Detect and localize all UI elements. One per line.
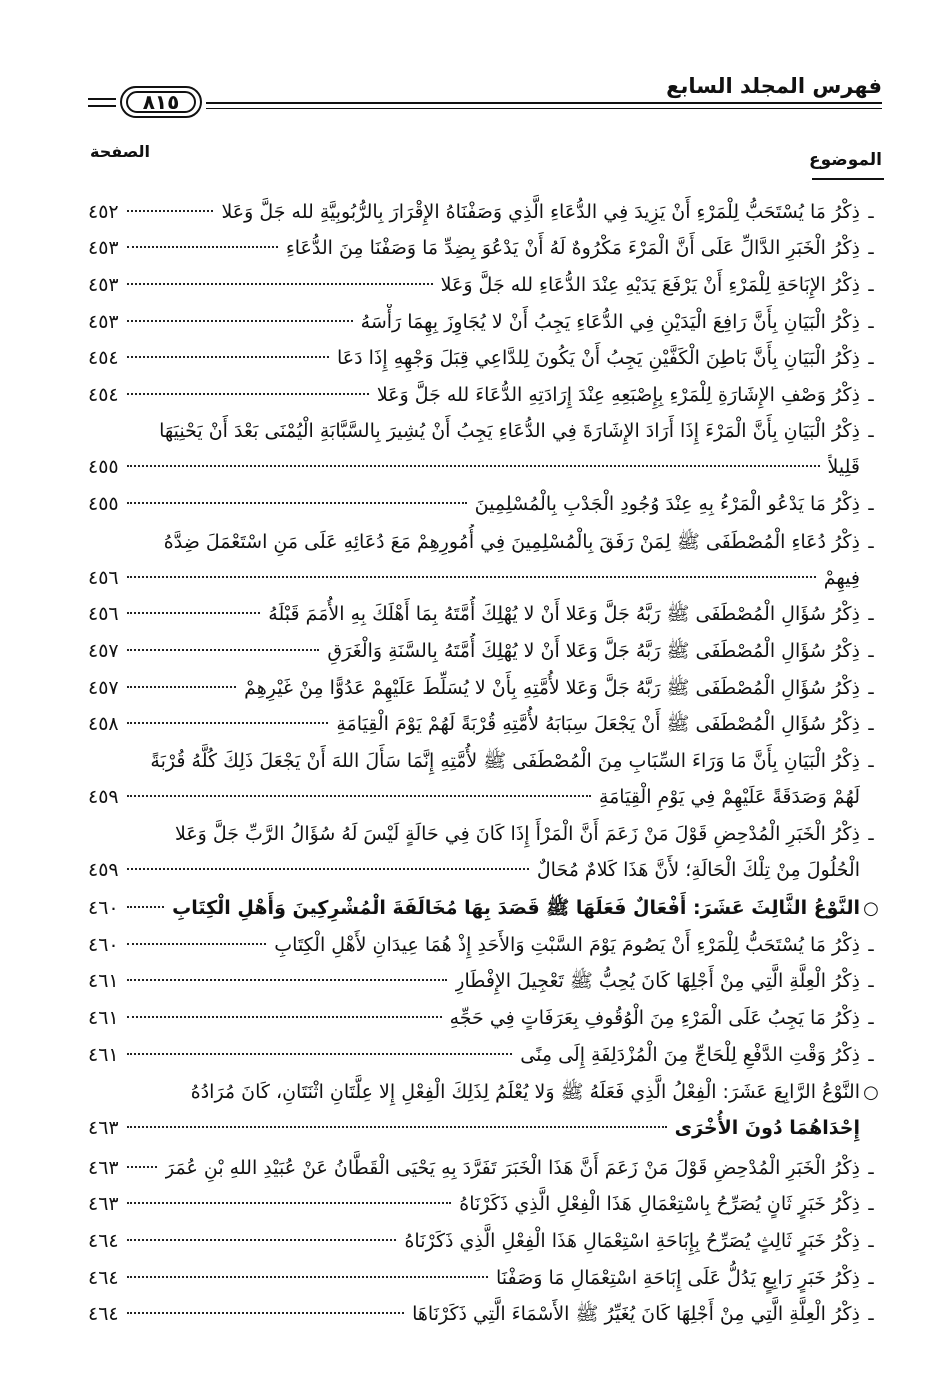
dot-leader <box>127 649 320 651</box>
entry-line <box>88 1186 882 1222</box>
page-number-badge <box>120 86 202 118</box>
entry-page-number: ٤٦٣ <box>88 1157 119 1179</box>
entry-title: ذِكْرُ مَا يَدْعُو الْمَرْءُ بِهِ عِنْدَ وُجُودِ الْجَدْبِ بِالْمُسْلِمِينَ <box>474 493 860 515</box>
entry-title: ذِكْرُ الْبَيَانِ بِأَنَّ مَا وَرَاءَ السِّبَابِ مِنَ الْمُصْطَفَى ﷺ لأُمَّتِهِ إِنَّمَا سَأَلَ اللهَ أَنْ يَجْعَلَ ذَلِكَ كُلَّهُ قُرْبَةً <box>150 750 860 772</box>
entry-line <box>88 963 882 999</box>
index-entry <box>88 304 882 340</box>
dash-bullet-icon: ـ <box>868 641 874 662</box>
index-entry <box>88 194 882 230</box>
column-heading-page: الصفحة <box>90 142 151 161</box>
entry-line <box>88 1223 882 1259</box>
entry-title: ذِكْرُ الْخَبَرِ الدَّالِّ عَلَى أَنَّ الْمَرْءَ مَكْرُوهٌ لَهُ أَنْ يَدْعُوَ بِضِدِّ مَا وَصَفْنَا مِنَ الدُّعَاءِ <box>285 237 860 259</box>
dot-leader <box>127 868 529 870</box>
dash-bullet-icon: ـ <box>868 312 874 333</box>
running-header-title: فهرس المجلد السابع <box>666 74 882 98</box>
entry-title-continuation: فِيهِمْ <box>823 567 860 589</box>
entry-line <box>88 706 882 742</box>
entry-line <box>88 1037 882 1073</box>
index-entry <box>88 1223 882 1259</box>
dot-leader <box>127 393 369 395</box>
entry-page-number: ٤٥٧ <box>88 677 119 699</box>
entry-title-continuation: لَهُمْ وَصَدَقَةً عَلَيْهِمْ فِي يَوْمِ الْقِيَامَةِ <box>598 786 860 808</box>
dash-bullet-icon: ـ <box>868 971 874 992</box>
entry-page-number: ٤٦٣ <box>88 1117 119 1139</box>
header-rule-left <box>88 105 116 107</box>
index-entry <box>88 1037 882 1073</box>
entry-title: ذِكْرُ دُعَاءِ الْمُصْطَفَى ﷺ لِمَنْ رَفَقَ بِالْمُسْلِمِينَ فِي أُمُورِهِمْ مَعَ دُعَائِهِ عَلَى مَنِ اسْتَعْمَلَ ضِدَّهُ <box>163 531 860 553</box>
entry-line <box>88 1000 882 1036</box>
entry-continuation-line <box>88 1110 882 1146</box>
dot-leader <box>127 686 237 688</box>
entry-title: النَّوْعُ الرَّابِعَ عَشَرَ: الْفِعْلُ الَّذِي فَعَلَهُ ﷺ وَلا يُعْلَمُ لِذَلِكَ الْفِعْلِ إِلا عِلَّتَانِ اثْنَتَانِ، كَانَ مُرَادُهُ <box>190 1081 860 1103</box>
entry-page-number: ٤٦١ <box>88 1007 119 1029</box>
dash-bullet-icon: ـ <box>868 1008 874 1029</box>
entry-page-number: ٤٥٣ <box>88 311 119 333</box>
dash-bullet-icon: ـ <box>868 238 874 259</box>
section-heading-entry <box>88 1074 882 1146</box>
entry-page-number: ٤٥٥ <box>88 456 119 478</box>
entry-title: ذِكْرُ الْبَيَانِ بِأَنَّ الْمَرْءَ إِذَا أَرَادَ الإِشَارَةَ فِي الدُّعَاءِ يَجِبُ أَنْ يُشِيرَ بِالسَّبَّابَةِ الْيُمْنَى بَعْدَ أَنْ يَحْنِيَهَا <box>159 420 860 442</box>
entry-page-number: ٤٦٤ <box>88 1230 119 1252</box>
index-entry <box>88 413 882 485</box>
entry-page-number: ٤٥٢ <box>88 201 119 223</box>
header-rule <box>206 102 882 104</box>
index-entry <box>88 1150 882 1186</box>
entry-line <box>88 340 882 376</box>
index-entry <box>88 524 882 596</box>
entry-page-number: ٤٥٥ <box>88 493 119 515</box>
entry-line <box>88 1260 882 1296</box>
index-entry <box>88 596 882 632</box>
index-entry <box>88 1260 882 1296</box>
index-entry <box>88 486 882 522</box>
dot-leader <box>127 356 329 358</box>
dash-bullet-icon: ـ <box>868 494 874 515</box>
header-rule-left <box>88 98 116 100</box>
entry-line <box>88 743 882 779</box>
entry-page-number: ٤٥٦ <box>88 603 119 625</box>
dash-bullet-icon: ـ <box>868 1231 874 1252</box>
section-heading-entry <box>88 890 882 926</box>
dot-leader <box>127 612 261 614</box>
entry-continuation-line <box>88 852 882 888</box>
dash-bullet-icon: ـ <box>868 421 874 442</box>
dot-leader <box>127 722 329 724</box>
entry-line <box>88 304 882 340</box>
dash-bullet-icon: ـ <box>868 1194 874 1215</box>
entry-continuation-line <box>88 779 882 815</box>
entry-line <box>88 633 882 669</box>
entry-title-continuation: إِحْدَاهُمَا دُونَ الأُخْرَى <box>674 1117 860 1139</box>
dot-leader <box>127 320 353 322</box>
dot-leader <box>127 1202 452 1204</box>
dash-bullet-icon: ـ <box>868 678 874 699</box>
dot-leader <box>127 1276 488 1278</box>
entry-continuation-line <box>88 560 882 596</box>
entry-title: ذِكْرُ سُؤَالِ الْمُصْطَفَى ﷺ رَبَّهُ جَلَّ وَعَلا أَنْ لا يُهْلِكَ أُمَّتَهُ بِمَا أَهْلَكَ بِهِ الأُمَمَ قَبْلَهُ <box>268 603 860 625</box>
dot-leader <box>127 246 278 248</box>
dash-bullet-icon: ـ <box>868 1158 874 1179</box>
dot-leader <box>127 1239 397 1241</box>
dot-leader <box>127 502 467 504</box>
dot-leader <box>127 1053 513 1055</box>
entry-page-number: ٤٥٩ <box>88 859 119 881</box>
dash-bullet-icon: ـ <box>868 751 874 772</box>
entry-page-number: ٤٥٨ <box>88 713 119 735</box>
entry-page-number: ٤٥٧ <box>88 640 119 662</box>
dot-leader <box>127 1126 667 1128</box>
dash-bullet-icon: ـ <box>868 1304 874 1325</box>
dot-leader <box>127 1312 404 1314</box>
entry-page-number: ٤٥٣ <box>88 237 119 259</box>
entry-page-number: ٤٥٣ <box>88 274 119 296</box>
dash-bullet-icon: ـ <box>868 604 874 625</box>
entry-page-number: ٤٦١ <box>88 1044 119 1066</box>
entry-line <box>88 816 882 852</box>
dash-bullet-icon: ـ <box>868 1268 874 1289</box>
dash-bullet-icon: ـ <box>868 532 874 553</box>
entry-page-number: ٤٥٤ <box>88 384 119 406</box>
entry-title: ذِكْرُ خَبَرٍ رَابِعٍ يَدُلُّ عَلَى إِبَاحَةِ اسْتِعْمَالِ مَا وَصَفْنَا <box>495 1267 860 1289</box>
entry-page-number: ٤٦٤ <box>88 1303 119 1325</box>
dash-bullet-icon: ـ <box>868 202 874 223</box>
dot-leader <box>127 943 267 945</box>
dot-leader <box>127 979 448 981</box>
entry-line <box>88 377 882 413</box>
dash-bullet-icon: ـ <box>868 385 874 406</box>
dash-bullet-icon: ـ <box>868 714 874 735</box>
dash-bullet-icon: ـ <box>868 1045 874 1066</box>
entry-page-number: ٤٦٣ <box>88 1193 119 1215</box>
dot-leader <box>127 283 433 285</box>
entry-line <box>88 927 882 963</box>
entry-page-number: ٤٦٠ <box>88 934 119 956</box>
index-entry <box>88 633 882 669</box>
entry-title: ذِكْرُ مَا يُسْتَحَبُّ لِلْمَرْءِ أَنْ يَصُومَ يَوْمَ السَّبْتِ وَالأَحَدِ إِذْ هُمَا عِيدَانِ لأَهْلِ الْكِتَابِ <box>274 934 860 956</box>
entry-title: ذِكْرُ مَا يُسْتَحَبُّ لِلْمَرْءِ أَنْ يَزِيدَ فِي الدُّعَاءِ الَّذِي وَصَفْنَاهُ الإِقْرَارَ بِالرُّبُوبِيَّةِ لله جَلَّ وَعَلا <box>221 201 860 223</box>
entry-title: ذِكْرُ سُؤَالِ الْمُصْطَفَى ﷺ رَبَّهُ جَلَّ وَعَلا أَنْ لا يُهْلِكَ أُمَّتَهُ بِالسَّنَةِ وَالْغَرَقِ <box>327 640 860 662</box>
dot-leader <box>127 210 214 212</box>
dot-leader <box>127 465 820 467</box>
index-entry <box>88 1186 882 1222</box>
entry-title: ذِكْرُ خَبَرٍ ثَالِثٍ يُصَرِّحُ بِإِبَاحَةِ اسْتِعْمَالِ هَذَا الْفِعْلِ الَّذِي ذَكَرْنَاهُ <box>404 1230 860 1252</box>
dot-leader <box>127 1016 442 1018</box>
entry-title: ذِكْرُ الْبَيَانِ بِأَنَّ بَاطِنَ الْكَفَّيْنِ يَجِبُ أَنْ يَكُونَ لِلدَّاعِي قِبَلَ وَجْهِهِ إِذَا دَعَا <box>337 347 860 369</box>
entry-title: ذِكْرُ وَقْتِ الدَّفْعِ لِلْحَاجِّ مِنَ الْمُزْدَلِفَةِ إِلَى مِنًى <box>520 1044 860 1066</box>
entry-title: ذِكْرُ الْعِلَّةِ الَّتِي مِنْ أَجْلِهَا كَانَ يُغَيِّرُ ﷺ الأَسْمَاءَ الَّتِي ذَكَرْنَاهَا <box>412 1303 860 1325</box>
page-number: ٨١٥ <box>126 91 196 113</box>
dot-leader <box>127 576 816 578</box>
entry-title: ذِكْرُ الْخَبَرِ الْمُدْحِضِ قَوْلَ مَنْ زَعَمَ أَنَّ هَذَا الْخَبَرَ تَفَرَّدَ بِهِ يَحْيَى الْقَطَّانُ عَنْ عُبَيْدِ اللهِ بْنِ عُمَرَ <box>165 1157 860 1179</box>
entry-line <box>88 1296 882 1332</box>
entry-line <box>88 670 882 706</box>
entry-title-continuation: قَلِيلاً <box>827 456 860 478</box>
index-entry <box>88 1296 882 1332</box>
column-heading-underline <box>812 178 884 180</box>
entry-page-number: ٤٥٩ <box>88 786 119 808</box>
entry-title: ذِكْرُ الإِبَاحَةِ لِلْمَرْءِ أَنْ يَرْفَعَ يَدَيْهِ عِنْدَ الدُّعَاءِ لله جَلَّ وَعَلا <box>440 274 860 296</box>
entry-continuation-line <box>88 449 882 485</box>
entry-title: ذِكْرُ سُؤَالِ الْمُصْطَفَى ﷺ رَبَّهُ جَلَّ وَعَلا لأُمَّتِهِ بِأَنْ لا يُسَلِّطَ عَلَيْهِمْ عَدُوًّا مِنْ غَيْرِهِمْ <box>244 677 860 699</box>
entry-page-number: ٤٦٤ <box>88 1267 119 1289</box>
entry-line <box>88 267 882 303</box>
index-entry <box>88 230 882 266</box>
index-entry <box>88 267 882 303</box>
index-entry <box>88 706 882 742</box>
entry-line <box>88 1074 882 1110</box>
index-entry <box>88 927 882 963</box>
entry-title: ذِكْرُ وَصْفِ الإِشَارَةِ لِلْمَرْءِ بِإِصْبَعِهِ عِنْدَ إِرَادَتِهِ الدُّعَاءَ لله جَلَّ وَعَلا <box>376 384 860 406</box>
dash-bullet-icon: ـ <box>868 824 874 845</box>
index-entry <box>88 670 882 706</box>
dash-bullet-icon: ـ <box>868 348 874 369</box>
entry-line <box>88 524 882 560</box>
index-entry <box>88 963 882 999</box>
entry-line <box>88 194 882 230</box>
entry-title-continuation: الْحُلُولَ مِنْ تِلْكَ الْحَالَةِ؛ لأَنَّ هَذَا كَلامٌ مُحَالٌ <box>536 859 860 881</box>
entry-line <box>88 413 882 449</box>
dot-leader <box>127 1166 157 1168</box>
dash-bullet-icon: ـ <box>868 275 874 296</box>
entry-page-number: ٤٦٠ <box>88 897 119 919</box>
index-entry <box>88 377 882 413</box>
circle-bullet-icon: ○ <box>863 1082 879 1103</box>
index-entry <box>88 1000 882 1036</box>
entry-line <box>88 230 882 266</box>
entry-title: ذِكْرُ مَا يَجِبُ عَلَى الْمَرْءِ مِنَ الْوُقُوفِ بِعَرَفَاتٍ فِي حَجِّهِ <box>449 1007 860 1029</box>
entry-title: ذِكْرُ الْبَيَانِ بِأَنَّ رَافِعَ الْيَدَيْنِ فِي الدُّعَاءِ يَجِبُ أَنْ لا يُجَاوِزَ بِهِمَا رَأْسَهُ <box>360 311 860 333</box>
dot-leader <box>127 906 165 908</box>
column-heading-topic: الموضوع <box>809 150 882 170</box>
circle-bullet-icon: ○ <box>863 898 879 919</box>
index-entry <box>88 340 882 376</box>
entry-title: ذِكْرُ سُؤَالِ الْمُصْطَفَى ﷺ أَنْ يَجْعَلَ سِبَابَهُ لأُمَّتِهِ قُرْبَةً لَهُمْ يَوْمَ الْقِيَامَةِ <box>336 713 860 735</box>
entry-page-number: ٤٦١ <box>88 970 119 992</box>
entry-line <box>88 596 882 632</box>
entry-title: النَّوْعُ الثَّالِثَ عَشَرَ: أَفْعَالٌ فَعَلَهَا ﷺ قَصَدَ بِهَا مُخَالَفَةَ الْمُشْرِكِينَ وَأَهْلِ الْكِتَابِ <box>172 897 860 919</box>
index-entry <box>88 743 882 815</box>
header-rule-thin <box>206 108 882 109</box>
entry-page-number: ٤٥٦ <box>88 567 119 589</box>
entry-line <box>88 1150 882 1186</box>
index-entry <box>88 816 882 888</box>
entry-page-number: ٤٥٤ <box>88 347 119 369</box>
entry-line <box>88 890 882 926</box>
entry-title: ذِكْرُ الْعِلَّةِ الَّتِي مِنْ أَجْلِهَا كَانَ يُحِبُّ ﷺ تَعْجِيلَ الإِفْطَارِ <box>455 970 860 992</box>
entry-title: ذِكْرُ الْخَبَرِ الْمُدْحِضِ قَوْلَ مَنْ زَعَمَ أَنَّ الْمَرْأَ إِذَا كَانَ فِي حَالَةٍ لَيْسَ لَهُ سُؤَالُ الرَّبِّ جَلَّ وَعَلا <box>174 823 860 845</box>
dot-leader <box>127 795 591 797</box>
dash-bullet-icon: ـ <box>868 935 874 956</box>
entry-line <box>88 486 882 522</box>
entry-title: ذِكْرُ خَبَرٍ ثَانٍ يُصَرِّحُ بِاسْتِعْمَالِ هَذَا الْفِعْلِ الَّذِي ذَكَرْنَاهُ <box>459 1193 860 1215</box>
